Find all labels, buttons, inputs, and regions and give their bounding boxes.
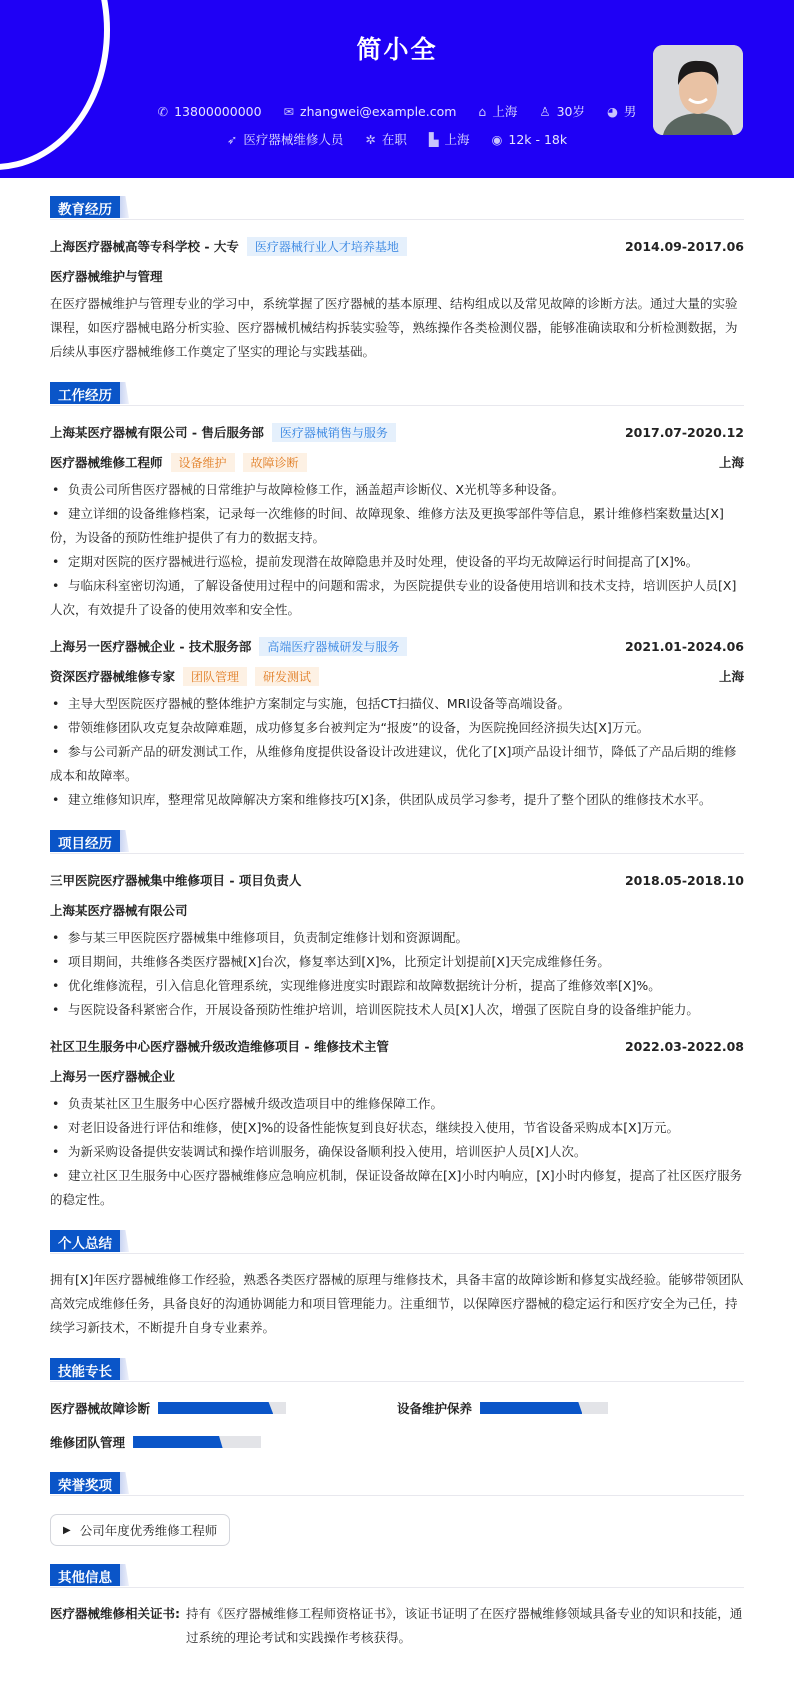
role: 资深医疗器械维修专家 <box>50 669 176 684</box>
role-tag: 团队管理 <box>183 667 247 686</box>
skill-fill <box>158 1402 273 1414</box>
age: 30岁 <box>556 104 585 119</box>
list-item: • 建立详细的设备维修档案，记录每一次维修的时间、故障现象、维修方法及更换零部件等信息，累计维修档案数量达[X]份，为设备的预防性维护提供了有力的数据支持。 <box>50 502 744 550</box>
list-item: • 与医院设备科紧密合作，开展设备预防性维护培训，培训医院技术人员[X]人次，增强了医院自身的设备维护能力。 <box>50 998 744 1022</box>
school: 上海医疗器械高等专科学校 - 大专 <box>50 239 239 254</box>
section-summary: 个人总结 <box>50 1230 744 1254</box>
role-tag: 设备维护 <box>171 453 235 472</box>
salary-icon: ◉ <box>491 132 503 147</box>
major: 医疗器械维护与管理 <box>50 269 163 284</box>
project-item <box>50 868 744 1022</box>
section-awards: 荣誉奖项 <box>50 1472 744 1496</box>
skill-bar <box>133 1436 261 1448</box>
send-icon: ➶ <box>226 132 238 147</box>
edu-date: 2014.09-2017.06 <box>624 238 744 254</box>
skill-bar <box>158 1402 286 1414</box>
list-item: • 定期对医院的医疗器械进行巡检，提前发现潜在故障隐患并及时处理，使设备的平均无故障运行时间提高了[X]%。 <box>50 550 744 574</box>
project-org: 上海某医疗器械有限公司 <box>50 903 188 918</box>
gear-icon: ✲ <box>365 132 376 147</box>
section-work: 工作经历 <box>50 382 744 406</box>
skill-item <box>50 1430 397 1454</box>
company: 上海某医疗器械有限公司 - 售后服务部 <box>50 425 264 440</box>
skill-name: 医疗器械故障诊断 <box>50 1401 151 1416</box>
cake-icon: ♙ <box>539 104 551 119</box>
skill-name: 维修团队管理 <box>50 1435 126 1450</box>
list-item: • 优化维修流程，引入信息化管理系统，实现维修进度实时跟踪和故障数据统计分析，提高了维修效率[X]%。 <box>50 974 744 998</box>
work-city: 上海 <box>718 455 744 470</box>
list-item: • 建立维修知识库，整理常见故障解决方案和维修技巧[X]条，供团队成员学习参考，提升了整个团队的维修技术水平。 <box>50 788 744 812</box>
building-icon: ▙ <box>428 132 439 147</box>
section-other: 其他信息 <box>50 1564 744 1588</box>
work-item <box>50 634 744 812</box>
school-tag: 医疗器械行业人才培养基地 <box>247 237 407 256</box>
phone-icon: ✆ <box>157 104 169 119</box>
list-item: • 对老旧设备进行评估和维修，使[X]%的设备性能恢复到良好状态，继续投入使用，节省设备采购成本[X]万元。 <box>50 1116 744 1140</box>
project-title: 三甲医院医疗器械集中维修项目 - 项目负责人 <box>50 873 302 888</box>
skill-fill <box>480 1402 582 1414</box>
mail-icon: ✉ <box>283 104 295 119</box>
skill-item <box>397 1396 744 1420</box>
candidate-name: 简小全 <box>356 35 438 64</box>
avatar <box>653 45 743 135</box>
list-item: • 主导大型医院医疗器械的整体维护方案制定与实施，包括CT扫描仪、MRI设备等高端设备。 <box>50 692 744 716</box>
section-education: 教育经历 <box>50 196 744 220</box>
company-tag: 高端医疗器械研发与服务 <box>259 637 407 656</box>
project-org: 上海另一医疗器械企业 <box>50 1069 176 1084</box>
other-text: 持有《医疗器械维修工程师资格证书》，该证书证明了在医疗器械维修领域具备专业的知识和技能，通过系统的理论考试和实践操作考核获得。 <box>186 1606 743 1645</box>
list-item: • 负责某社区卫生服务中心医疗器械升级改造项目中的维修保障工作。 <box>50 1092 744 1116</box>
triangle-right-icon: ▶ <box>63 1524 71 1536</box>
email: zhangwei@example.com <box>300 104 457 119</box>
skill-bar <box>480 1402 608 1414</box>
company-tag: 医疗器械销售与服务 <box>272 423 396 442</box>
list-item: • 参与公司新产品的研发测试工作，从维修角度提供设备设计改进建议，优化了[X]项产品设计细节，降低了产品后期的维修成本和故障率。 <box>50 740 744 788</box>
job: 医疗器械维修人员 <box>243 132 344 147</box>
city: 上海 <box>492 104 518 119</box>
award-name: 公司年度优秀维修工程师 <box>79 1523 218 1538</box>
list-item: • 与临床科室密切沟通，了解设备使用过程中的问题和需求，为医院提供专业的设备使用培训和技术支持，培训医护人员[X]人次，有效提升了设备的使用效率和安全性。 <box>50 574 744 622</box>
edu-desc: 在医疗器械维护与管理专业的学习中，系统掌握了医疗器械的基本原理、结构组成以及常见故障的诊断方法。通过大量的实验课程，如医疗器械电路分析实验、医疗器械机械结构拆装实验等，熟练操作各类检测仪器，能够准确读取和分析检测数据，为后续从事医疗器械维修工作奠定了坚实的理论与实践基础。 <box>50 296 738 359</box>
list-item: • 参与某三甲医院医疗器械集中维修项目，负责制定维修计划和资源调配。 <box>50 926 744 950</box>
list-item: • 负责公司所售医疗器械的日常维护与故障检修工作，涵盖超声诊断仪、X光机等多种设备。 <box>50 478 744 502</box>
summary-text: 拥有[X]年医疗器械维修工作经验，熟悉各类医疗器械的原理与维修技术，具备丰富的故障诊断和修复实战经验。能够带领团队高效完成维修任务，具备良好的沟通协调能力和项目管理能力。注重细节，以保障医疗器械的稳定运行和医疗安全为己任，持续学习新技术，不断提升自身专业素养。 <box>50 1272 744 1335</box>
project-title: 社区卫生服务中心医疗器械升级改造维修项目 - 维修技术主管 <box>50 1039 389 1054</box>
project-date: 2022.03-2022.08 <box>624 1038 744 1054</box>
gender-icon: ◕ <box>606 104 618 119</box>
skill-fill <box>133 1436 223 1448</box>
project-item <box>50 1034 744 1212</box>
project-date: 2018.05-2018.10 <box>624 872 744 888</box>
salary: 12k - 18k <box>508 132 568 147</box>
section-projects: 项目经历 <box>50 830 744 854</box>
list-item: • 项目期间，共维修各类医疗器械[X]台次，修复率达到[X]%，比预定计划提前[X]天完成维修任务。 <box>50 950 744 974</box>
company: 上海另一医疗器械企业 - 技术服务部 <box>50 639 252 654</box>
work-city: 上海 <box>444 132 470 147</box>
work-item <box>50 420 744 622</box>
resume-header <box>0 0 794 178</box>
section-skills: 技能专长 <box>50 1358 744 1382</box>
list-item: • 为新采购设备提供安装调试和操作培训服务，确保设备顺利投入使用，培训医护人员[X]人次。 <box>50 1140 744 1164</box>
work-city: 上海 <box>718 669 744 684</box>
work-date: 2017.07-2020.12 <box>624 424 744 440</box>
role: 医疗器械维修工程师 <box>50 455 163 470</box>
list-item: • 建立社区卫生服务中心医疗器械维修应急响应机制，保证设备故障在[X]小时内响应，[X]小时内修复，提高了社区医疗服务的稳定性。 <box>50 1164 744 1212</box>
other-label: 医疗器械维修相关证书: <box>50 1606 180 1621</box>
gender: 男 <box>623 104 637 119</box>
status: 在职 <box>381 132 407 147</box>
list-item: • 带领维修团队攻克复杂故障难题，成功修复多台被判定为“报废”的设备，为医院挽回经济损失达[X]万元。 <box>50 716 744 740</box>
work-date: 2021.01-2024.06 <box>624 638 744 654</box>
home-icon: ⌂ <box>478 104 487 119</box>
role-tag: 故障诊断 <box>243 453 307 472</box>
skill-item <box>50 1396 397 1420</box>
award-item[interactable] <box>50 1514 230 1546</box>
skill-name: 设备维护保养 <box>397 1401 473 1416</box>
phone: 13800000000 <box>174 104 262 119</box>
role-tag: 研发测试 <box>255 667 319 686</box>
